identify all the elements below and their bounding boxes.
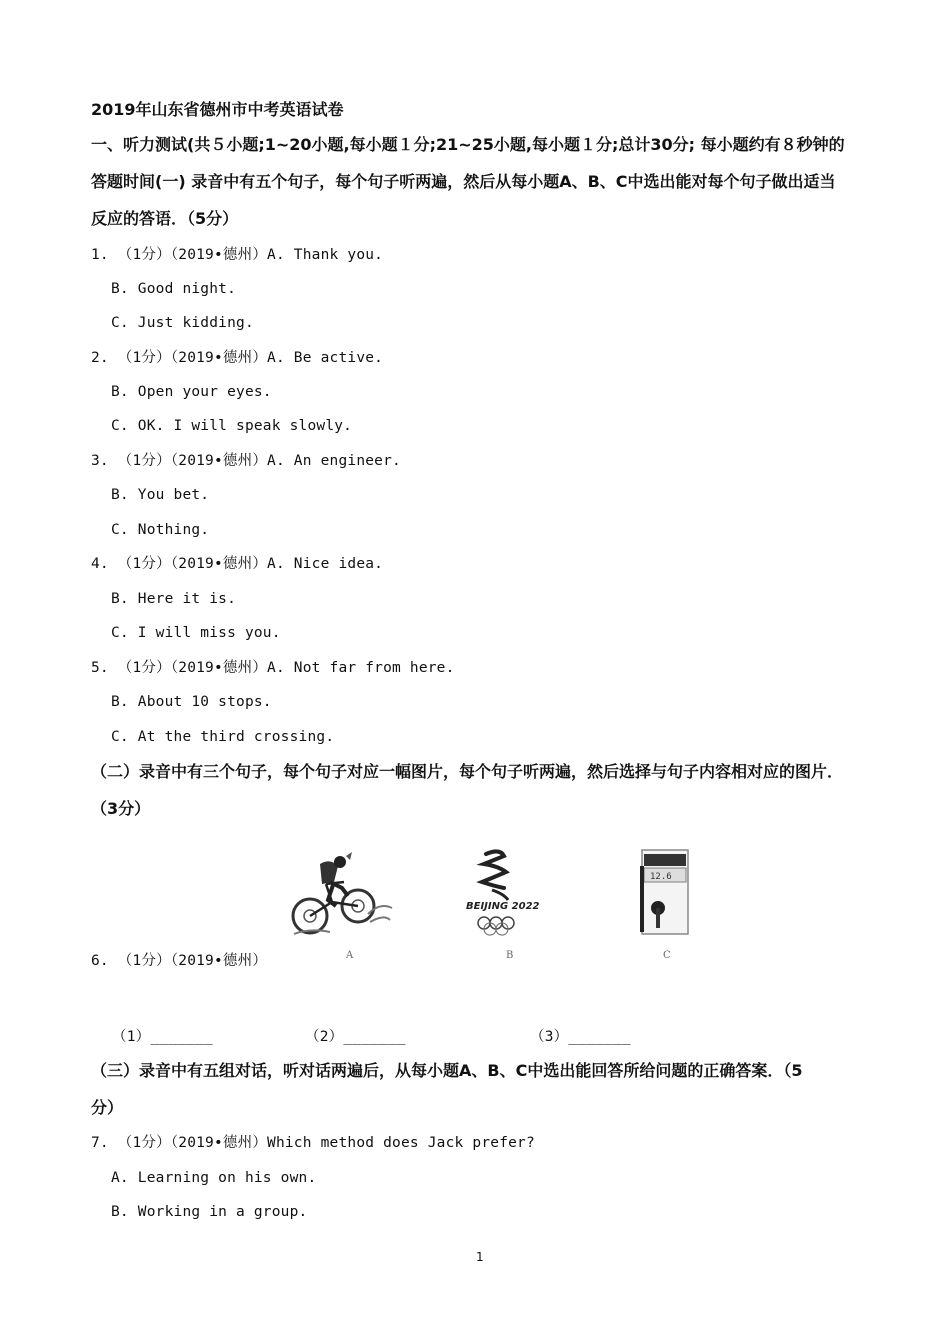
question-7-option-b: B. Working in a group. (111, 1204, 308, 1220)
thermometer-readout: 12.6 (650, 872, 672, 882)
page-number: 1 (476, 1250, 484, 1264)
question-3-option-b: B. You bet. (111, 487, 210, 503)
question-5-option-c: C. At the third crossing. (111, 729, 335, 745)
question-6-blank-2[interactable]: （2）_______ (305, 1029, 406, 1045)
question-1-option-c: C. Just kidding. (111, 315, 254, 331)
question-4-option-b: B. Here it is. (111, 591, 237, 607)
question-2-option-c: C. OK. I will speak slowly. (111, 418, 353, 434)
section2-instruction-line1: （二）录音中有三个句子，每个句子对应一幅图片，每个句子听两遍，然后选择与句子内容相对应的图片． (91, 762, 844, 781)
question-4-option-c: C. I will miss you. (111, 625, 281, 641)
question-2-stem: 2. （1分）（2019•德州）A. Be active. (91, 350, 384, 366)
question-6-stem: 6. （1分）（2019•德州） (91, 953, 268, 969)
question-2-option-b: B. Open your eyes. (111, 384, 272, 400)
section3-instruction-line1: （三）录音中有五组对话，听对话两遍后，从每小题A、B、C中选出能回答所给问题的正确答案．（5 (91, 1061, 803, 1080)
question-6-blank-1[interactable]: （1）_______ (112, 1029, 213, 1045)
question-3-stem: 3. （1分）（2019•德州）A. An engineer. (91, 453, 401, 469)
picture-b-label: B (506, 950, 514, 961)
question-1-option-b: B. Good night. (111, 281, 237, 297)
question-3-option-c: C. Nothing. (111, 522, 210, 538)
section1-instruction-line3: 反应的答语．（5分） (91, 209, 239, 228)
question-7-option-a: A. Learning on his own. (111, 1170, 317, 1186)
picture-c-label: C (663, 950, 671, 961)
section3-instruction-line2: 分） (91, 1098, 124, 1117)
picture-c-thermometer (638, 846, 694, 938)
section1-instruction-line2: 答题时间(一) 录音中有五个句子，每个句子听两遍，然后从每小题A、B、C中选出能对每个句子做出适当 (91, 172, 836, 191)
logo-text: BEIJING 2022 (466, 901, 540, 912)
question-7-stem: 7. （1分）（2019•德州）Which method does Jack prefer? (91, 1135, 535, 1151)
section1-instruction-line1: 一、听力测试(共５小题;1~20小题,每小题１分;21~25小题,每小题１分;总计30分; 每小题约有８秒钟的 (91, 135, 845, 154)
document-title: 2019年山东省德州市中考英语试卷 (91, 100, 344, 119)
picture-a-label: A (346, 950, 354, 961)
question-5-stem: 5. （1分）（2019•德州）A. Not far from here. (91, 660, 455, 676)
question-1-stem: 1. （1分）（2019•德州）A. Thank you. (91, 247, 384, 263)
picture-a-cyclist (290, 852, 394, 938)
question-4-stem: 4. （1分）（2019•德州）A. Nice idea. (91, 556, 384, 572)
section2-instruction-line2: （3分） (91, 799, 151, 818)
picture-b-beijing-2022-logo (464, 846, 544, 936)
question-6-blank-3[interactable]: （3）_______ (530, 1029, 631, 1045)
question-5-option-b: B. About 10 stops. (111, 694, 272, 710)
